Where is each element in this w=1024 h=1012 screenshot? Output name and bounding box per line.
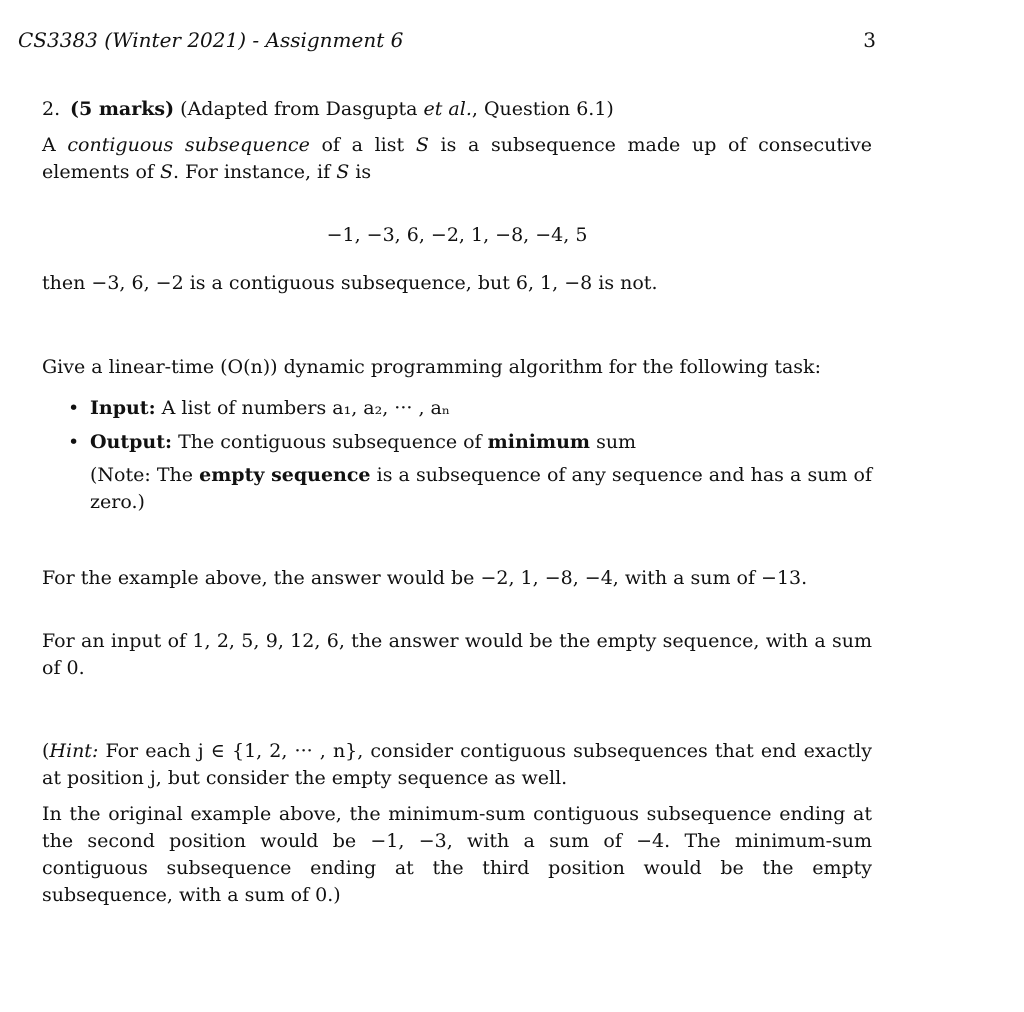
question-heading — [42, 96, 872, 123]
example-answer: For the example above, the answer would be −2, 1, −8, −4, with a sum of −13. — [42, 567, 808, 589]
input-label: Input: — [90, 397, 156, 419]
page-header — [18, 28, 876, 52]
question-source-prefix: (Adapted from Dasgupta — [180, 98, 424, 120]
output-label: Output: — [90, 431, 173, 453]
question-body — [42, 96, 872, 909]
hint-text: ( — [42, 740, 50, 762]
def-text: is a subsequence made up of consecutive elements of — [42, 134, 873, 183]
output-item — [68, 429, 873, 516]
bullet-icon: • — [68, 431, 80, 453]
question-source-suffix: , Question 6.1) — [471, 98, 614, 120]
output-note — [90, 462, 872, 516]
output-bold: minimum — [487, 431, 591, 453]
def-text: is — [349, 161, 372, 183]
io-list — [42, 395, 872, 516]
question-marks: (5 marks) — [70, 98, 175, 120]
input-text: A list of numbers a₁, a₂, ··· , aₙ — [161, 397, 451, 419]
input-item — [68, 395, 872, 422]
example-sequence: −1, −3, 6, −2, 1, −8, −4, 5 — [326, 224, 588, 246]
second-example: For an input of 1, 2, 5, 9, 12, 6, the answer would be the empty sequence, with a sum of 0. — [42, 630, 872, 679]
math-var: S — [336, 161, 350, 183]
hint-label: Hint: — [49, 740, 99, 762]
example-explanation: then −3, 6, −2 is a contiguous subsequence, but 6, 1, −8 is not. — [42, 272, 658, 294]
output-text: The contiguous subsequence of — [178, 431, 488, 453]
hint-continuation: In the original example above, the minimum-sum contiguous subsequence ending at the second position would be −1, −3, with a sum of −4. The minimum-sum contiguous subsequence ending at the third position would be the empty subsequence, with a sum of 0.) — [42, 803, 872, 906]
question-source-italic: et al. — [423, 98, 472, 120]
hint-text: For each j ∈ {1, 2, ··· , n}, consider contiguous subsequences that end exactly at position j, but consider the empty sequence as well. — [42, 740, 872, 789]
task-statement: Give a linear-time (O(n)) dynamic programming algorithm for the following task: — [42, 356, 821, 378]
def-term: contiguous subsequence — [67, 134, 310, 156]
note-text: (Note: The — [90, 464, 200, 486]
note-bold: empty sequence — [199, 464, 371, 486]
document-title: CS3383 (Winter 2021) - Assignment 6 — [18, 28, 404, 52]
def-text: of a list — [309, 134, 416, 156]
output-text: sum — [590, 431, 637, 453]
page-number: 3 — [863, 28, 876, 52]
def-text: A — [42, 134, 68, 156]
math-var: S — [160, 161, 174, 183]
math-var: S — [415, 134, 429, 156]
question-number: 2. — [42, 98, 61, 120]
note-text: is a subsequence of any sequence and has a sum of zero.) — [90, 464, 873, 513]
bullet-icon: • — [68, 397, 80, 419]
def-text: . For instance, if — [173, 161, 337, 183]
hint-paragraph — [42, 738, 872, 792]
definition-paragraph — [42, 132, 872, 186]
